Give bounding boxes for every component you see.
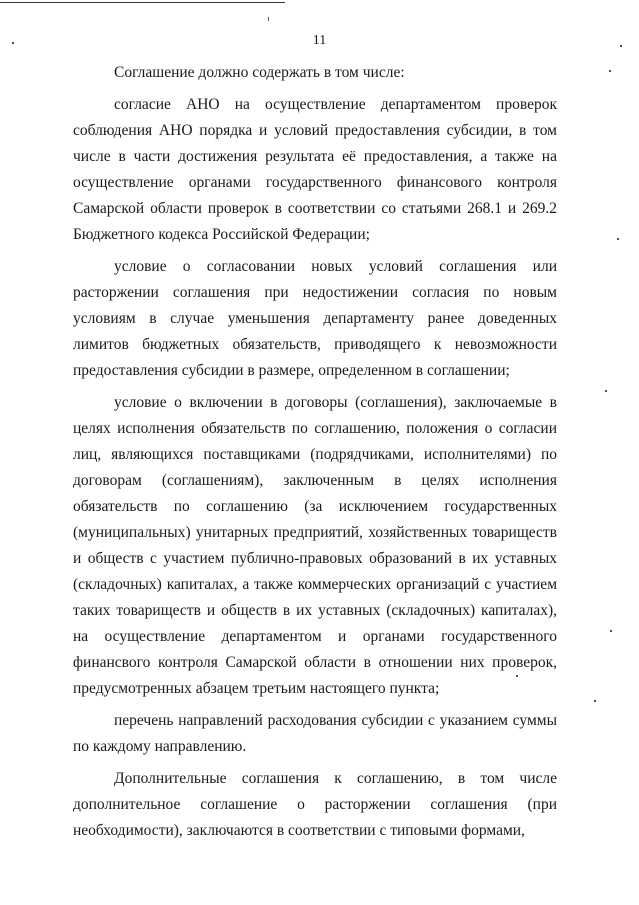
scan-speck: [594, 700, 596, 702]
paragraph-intro: Соглашение должно содержать в том числе:: [114, 64, 405, 81]
paragraph-consent-to-audits: согласие АНО на осуществление департаментом проверок соблюдения АНО порядка и условий предоставления субсидии, в том числе в части достижения результата её предоставления, а также на осуществление органами государственного финансового контроля Самарской области проверок в соответствии со статьями 268.1 и 269.2 Бюджетного кодекса Российской Федерации;: [73, 96, 557, 243]
scan-speck: [609, 70, 611, 72]
paragraph-contractor-consent-condition: условие о включении в договоры (соглашения), заключаемые в целях исполнения обязательств по соглашению, положения о согласии лиц, являющихся поставщиками (подрядчиками, исполнителями) по договорам (соглашениям), заключенным в целях исполнения обязательств по соглашению (за исключением государственных (муниципальных) унитарных предприятий, хозяйственных товариществ и обществ с участием публично-правовых образований в их уставных (складочных) капиталах, а также коммерческих организаций с участием таких товариществ и обществ в их уставных (складочных) капиталах), на осуществление департаментом и органами государственного финансвого контроля Самарской области в отношении них проверок, предусмотренных абзацем третьим настоящего пункта;: [73, 394, 557, 697]
paragraph-expense-directions: перечень направлений расходования субсидии с указанием суммы по каждому направлению.: [73, 712, 557, 755]
document-body: [73, 60, 557, 844]
paragraph-additional-agreements: Дополнительные соглашения к соглашению, в том числе дополнительное соглашение о расторжении соглашения (при необходимости), заключаются в соответствии с типовыми формами,: [73, 770, 557, 839]
scan-speck: [605, 390, 607, 392]
page-number: 11: [312, 33, 327, 48]
scan-speck: [610, 630, 612, 632]
scan-speck: [268, 17, 269, 21]
scan-speck: [617, 238, 619, 240]
scan-edge-line: [0, 2, 285, 3]
paragraph-renegotiation-condition: условие о согласовании новых условий соглашения или расторжении соглашения при недостижении согласия по новым условиям в случае уменьшения департаменту ранее доведенных лимитов бюджетных обязательств, приводящего к невозможности предоставления субсидии в размере, определенном в соглашении;: [73, 258, 557, 379]
